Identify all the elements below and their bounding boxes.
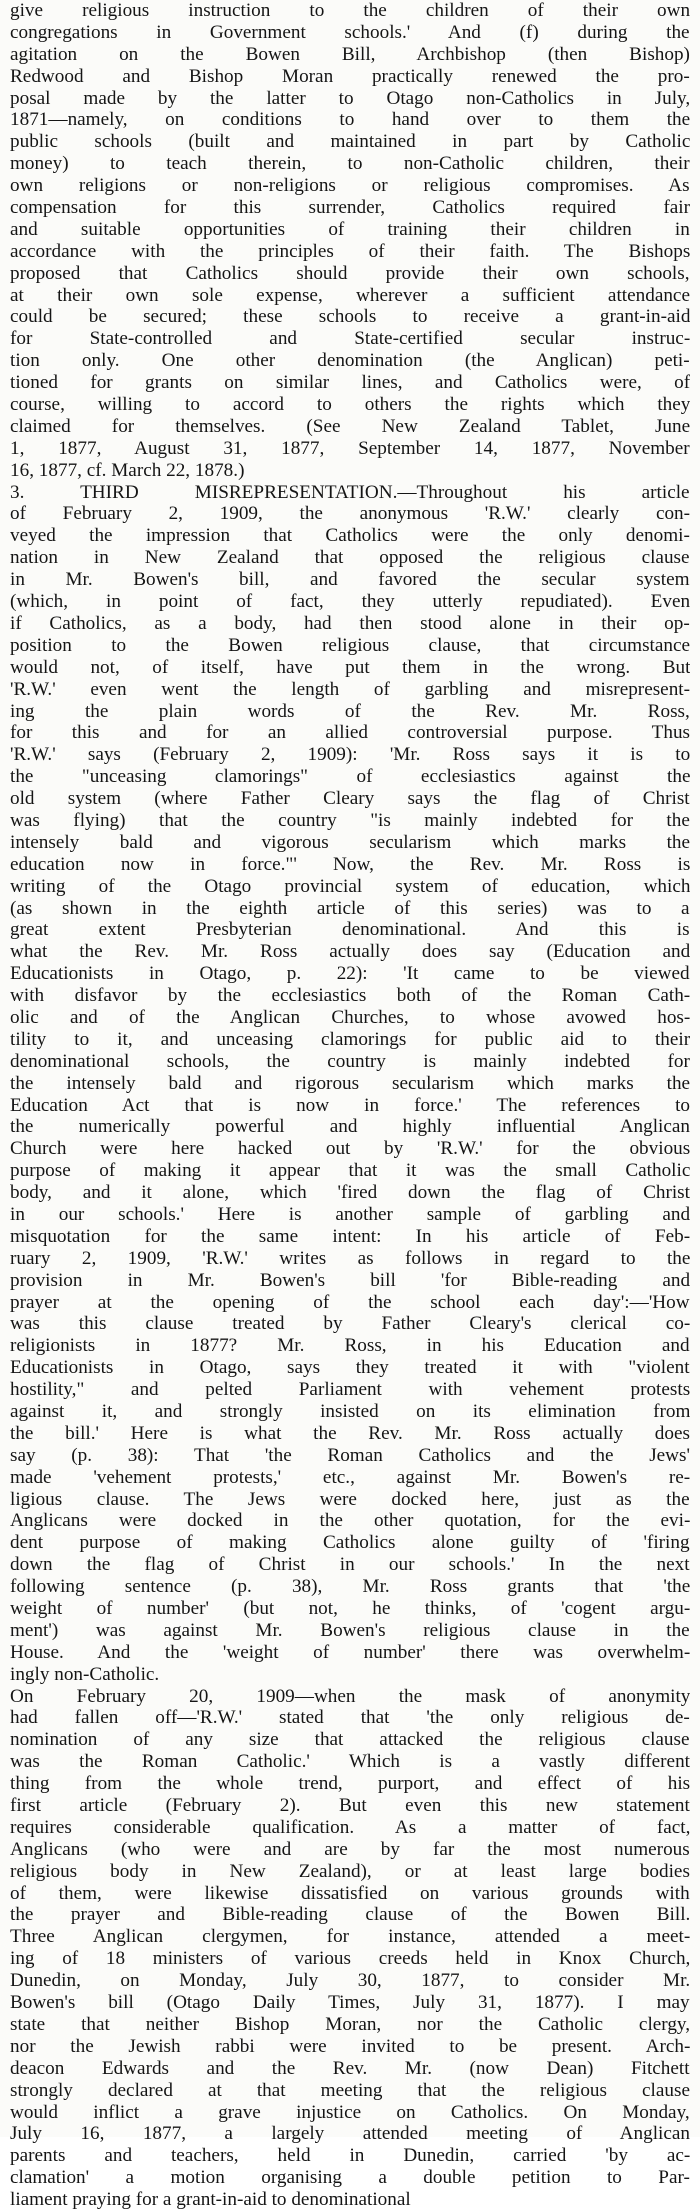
text-line: with disfavor by the ecclesiastics both of the Roman Cath- [10, 985, 690, 1007]
text-line: purpose of making it appear that it was the small Catholic [10, 1160, 690, 1182]
text-line: tion only. One other denomination (the Anglican) peti- [10, 350, 690, 372]
text-line: denominational schools, the country is mainly indebted for [10, 1050, 690, 1072]
text-line: religionists in 1877? Mr. Ross, in his Education and [10, 1335, 690, 1357]
text-line: (as shown in the eighth article of this series) was to a [10, 897, 690, 919]
text-line: compensation for this surrender, Catholics required fair [10, 197, 690, 219]
text-line: of February 2, 1909, the anonymous 'R.W.' clearly con- [10, 503, 690, 525]
text-line: made 'vehement protests,' etc., against Mr. Bowen's re- [10, 1466, 690, 1488]
text-line: own religions or non-religions or religious compromises. As [10, 175, 690, 197]
text-line: Educationists in Otago, p. 22): 'It came to be viewed [10, 963, 690, 985]
text-line: Education Act that is now in force.' The references to [10, 1094, 690, 1116]
text-line: in Mr. Bowen's bill, and favored the secular system [10, 569, 690, 591]
text-line: posal made by the latter to Otago non-Catholics in July, [10, 87, 690, 109]
text-line: ingly non-Catholic. [10, 1663, 160, 1685]
text-line: position to the Bowen religious clause, that circumstance [10, 634, 690, 656]
text-line: clamation' a motion organising a double petition to Par- [10, 2167, 690, 2189]
text-line: had fallen off—'R.W.' stated that 'the only religious de- [10, 1707, 690, 1729]
text-line: On February 20, 1909—when the mask of anonymity [10, 1685, 690, 1707]
text-line: tioned for grants on similar lines, and Catholics were, of [10, 372, 690, 394]
text-line: Church were here hacked out by 'R.W.' for the obvious [10, 1138, 690, 1160]
text-line: state that neither Bishop Moran, nor the Catholic clergy, [10, 2013, 690, 2035]
text-line: old system (where Father Cleary says the flag of Christ [10, 788, 690, 810]
text-line: could be secured; these schools to receive a grant-in-aid [10, 306, 690, 328]
text-line: agitation on the Bowen Bill, Archbishop (then Bishop) [10, 43, 690, 65]
text-line: in our schools.' Here is another sample of garbling and [10, 1203, 690, 1225]
text-line: liament praying for a grant-in-aid to denominational [10, 2189, 411, 2211]
text-line: Anglicans were docked in the other quotation, for the evi- [10, 1510, 690, 1532]
text-line: ruary 2, 1909, 'R.W.' writes as follows in regard to the [10, 1247, 690, 1269]
text-line: what the Rev. Mr. Ross actually does say (Education and [10, 941, 690, 963]
text-line: requires considerable qualification. As a matter of fact, [10, 1816, 690, 1838]
text-line: 3. THIRD MISREPRESENTATION.—Throughout his article [10, 481, 690, 503]
text-line: 16, 1877, cf. March 22, 1878.) [10, 459, 245, 481]
text-line: was this clause treated by Father Cleary's clerical co- [10, 1313, 690, 1335]
text-line: Educationists in Otago, says they treated it with "violent [10, 1357, 690, 1379]
text-line: provision in Mr. Bowen's bill 'for Bible-reading and [10, 1269, 690, 1291]
paragraph-february-20 [10, 1686, 690, 2211]
text-line: Dunedin, on Monday, July 30, 1877, to consider Mr. [10, 1970, 690, 1992]
text-line: first article (February 2). But even this new statement [10, 1795, 690, 1817]
text-line: weight of number' (but not, he thinks, of 'cogent argu- [10, 1598, 690, 1620]
text-line: hostility," and pelted Parliament with vehement protests [10, 1379, 690, 1401]
text-line: following sentence (p. 38), Mr. Ross grants that 'the [10, 1576, 690, 1598]
text-line: say (p. 38): That 'the Roman Catholics and the Jews' [10, 1444, 690, 1466]
text-line: course, willing to accord to others the rights which they [10, 394, 690, 416]
text-line: against it, and strongly insisted on its elimination from [10, 1401, 690, 1422]
paragraph-compensation [10, 0, 690, 482]
text-line: 1871—namely, on conditions to hand over to them the [10, 109, 690, 131]
text-line: the "unceasing clamorings" of ecclesiastics against the [10, 766, 690, 788]
paragraph-third-misrepresentation [10, 482, 690, 1686]
text-line: public schools (built and maintained in part by Catholic [10, 131, 690, 153]
text-line: House. And the 'weight of number' there was overwhelm- [10, 1641, 690, 1663]
text-line: was the Roman Catholic.' Which is a vastly different [10, 1751, 690, 1773]
text-line: accordance with the principles of their faith. The Bishops [10, 240, 690, 262]
text-line: misquotation for the same intent: In his article of Feb- [10, 1225, 690, 1247]
text-line: for this and for an allied controversial purpose. Thus [10, 722, 690, 744]
text-line: olic and of the Anglican Churches, to whose avowed hos- [10, 1006, 690, 1028]
text-line: Three Anglican clergymen, for instance, attended a meet- [10, 1926, 690, 1948]
text-line: congregations in Government schools.' And (f) during the [10, 21, 690, 43]
text-line: nor the Jewish rabbi were invited to be present. Arch- [10, 2035, 690, 2057]
text-line: would inflict a grave injustice on Catholics. On Monday, [10, 2101, 690, 2123]
text-line: ligious clause. The Jews were docked here, just as the [10, 1488, 690, 1510]
text-line: nation in New Zealand that opposed the religious clause [10, 547, 690, 569]
text-line: great extent Presbyterian denominational. And this is [10, 919, 690, 941]
text-line: Bowen's bill (Otago Daily Times, July 31, 1877). I may [10, 1992, 690, 2014]
text-line: tility to it, and unceasing clamorings for public aid to their [10, 1028, 690, 1050]
text-line: strongly declared at that meeting that the religious clause [10, 2079, 690, 2101]
text-line: the numerically powerful and highly influential Anglican [10, 1116, 690, 1138]
text-line: dent purpose of making Catholics alone guilty of 'firing [10, 1532, 690, 1554]
text-line: writing of the Otago provincial system of education, which [10, 875, 690, 897]
text-line: deacon Edwards and the Rev. Mr. (now Dean) Fitchett [10, 2057, 690, 2079]
text-line: of them, were likewise dissatisfied on various grounds with [10, 1882, 690, 1904]
text-line: claimed for themselves. (See New Zealand Tablet, June [10, 415, 690, 437]
text-line: and suitable opportunities of training their children in [10, 218, 690, 240]
text-line: 'R.W.' says (February 2, 1909): 'Mr. Ross says it is to [10, 744, 690, 766]
text-line: the bill.' Here is what the Rev. Mr. Ross actually does [10, 1422, 690, 1444]
text-line: for State-controlled and State-certified secular instruc- [10, 328, 690, 350]
text-line: parents and teachers, held in Dunedin, carried 'by ac- [10, 2145, 690, 2167]
text-line: prayer at the opening of the school each day':—'How [10, 1291, 690, 1313]
text-line: money) to teach therein, to non-Catholic children, their [10, 153, 690, 175]
text-line: 1, 1877, August 31, 1877, September 14, 1877, November [10, 437, 690, 459]
text-line: July 16, 1877, a largely attended meeting of Anglican [10, 2123, 690, 2145]
text-line: education now in force."' Now, the Rev. Mr. Ross is [10, 853, 690, 875]
text-line: 'R.W.' even went the length of garbling and misrepresent- [10, 678, 690, 700]
text-line: at their own sole expense, wherever a sufficient attendance [10, 284, 690, 306]
text-line: (which, in point of fact, they utterly repudiated). Even [10, 591, 690, 613]
text-line: Anglicans (who were and are by far the most numerous [10, 1838, 690, 1860]
text-line: down the flag of Christ in our schools.' In the next [10, 1554, 690, 1576]
text-line: body, and it alone, which 'fired down the flag of Christ [10, 1182, 690, 1204]
text-line: thing from the whole trend, purport, and effect of his [10, 1773, 690, 1795]
text-line: religious body in New Zealand), or at least large bodies [10, 1860, 690, 1882]
text-line: ing of 18 ministers of various creeds held in Knox Church, [10, 1948, 690, 1970]
text-line: veyed the impression that Catholics were the only denomi- [10, 525, 690, 547]
text-line: nomination of any size that attacked the religious clause [10, 1729, 690, 1751]
text-line: Redwood and Bishop Moran practically renewed the pro- [10, 65, 690, 87]
text-line: the intensely bald and rigorous secularism which marks the [10, 1072, 690, 1094]
text-line: ing the plain words of the Rev. Mr. Ross, [10, 700, 690, 722]
text-line: ment') was against Mr. Bowen's religious clause in the [10, 1619, 690, 1641]
text-line: give religious instruction to the children of their own [10, 0, 690, 21]
text-line: proposed that Catholics should provide their own schools, [10, 262, 690, 284]
text-line: if Catholics, as a body, had then stood alone in their op- [10, 612, 690, 634]
text-line: would not, of itself, have put them in the wrong. But [10, 656, 690, 678]
text-line: was flying) that the country "is mainly indebted for the [10, 809, 690, 831]
text-line: intensely bald and vigorous secularism which marks the [10, 831, 690, 853]
text-line: the prayer and Bible-reading clause of the Bowen Bill. [10, 1904, 690, 1926]
